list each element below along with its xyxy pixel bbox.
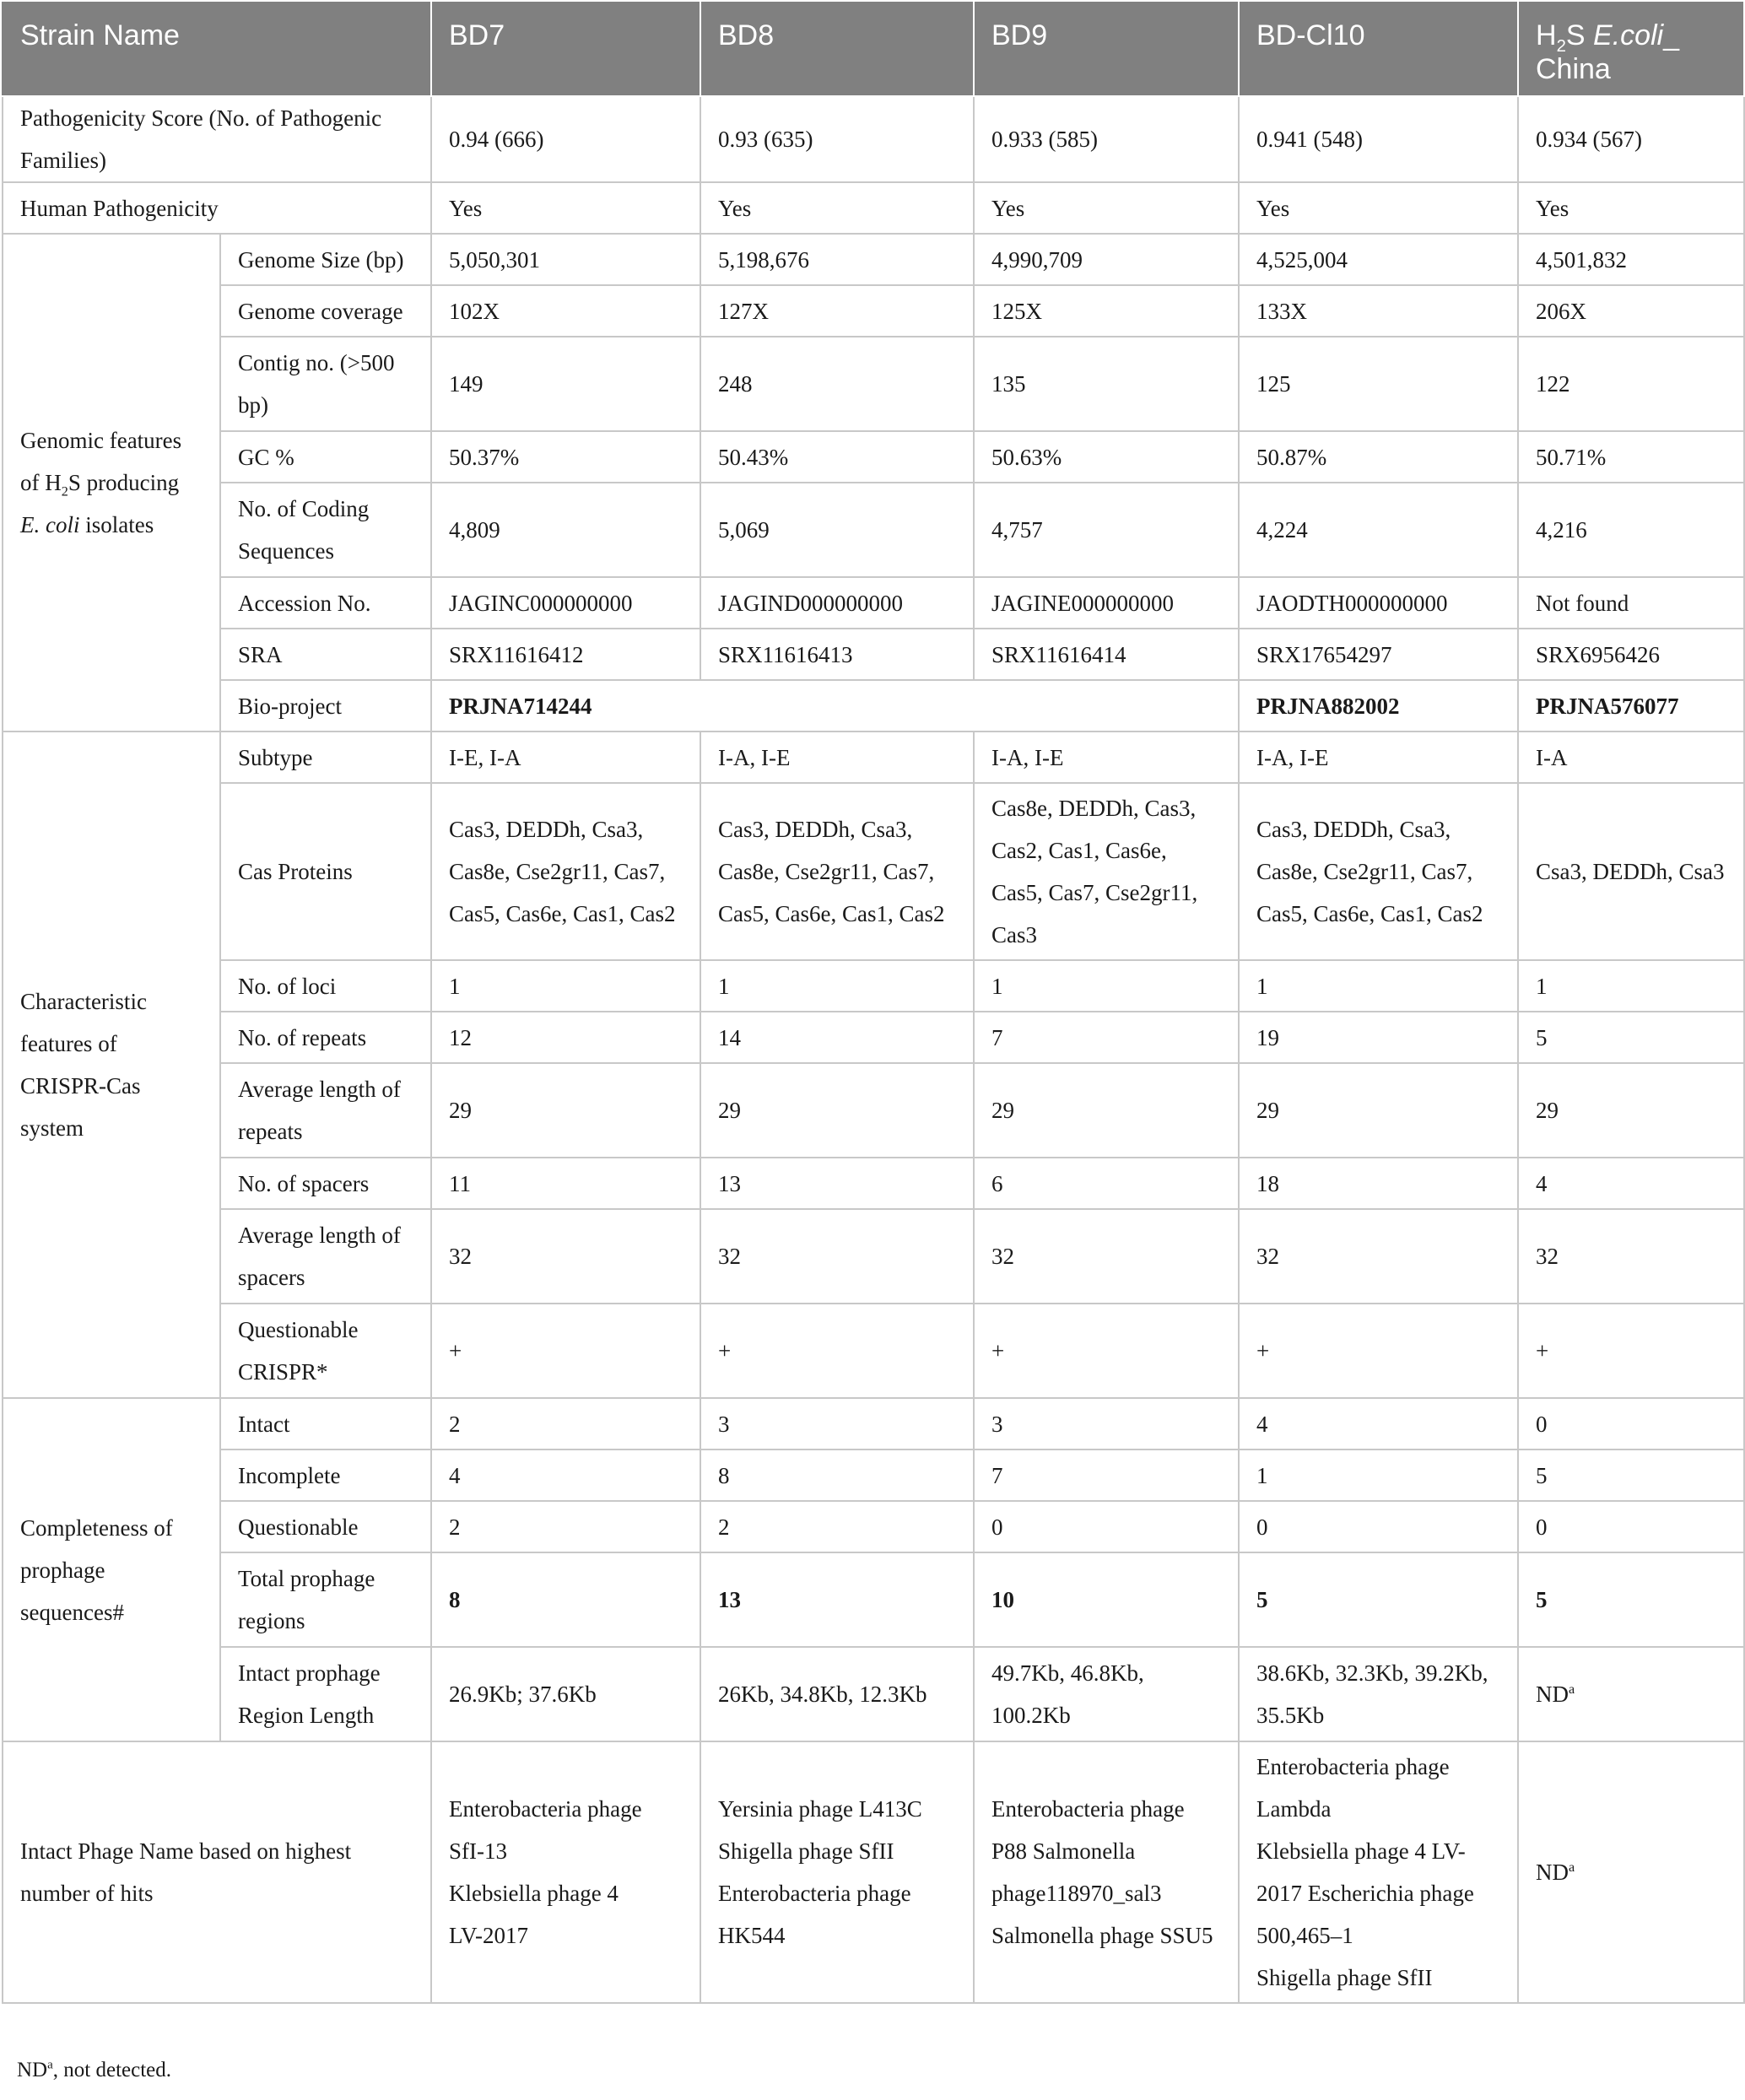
cell: 1: [1239, 960, 1518, 1012]
cell: 3: [700, 1398, 974, 1449]
cell: 0.941 (548): [1239, 96, 1518, 182]
cell: 4,216: [1518, 483, 1744, 577]
row-cds: [3, 483, 1744, 577]
cell: 1: [700, 960, 974, 1012]
cell: 50.71%: [1518, 431, 1744, 483]
footnote: $ND^a$, not detected.: [17, 2058, 172, 2081]
cell: 0.934 (567): [1518, 96, 1744, 182]
phage-line: Yersinia phage L413C: [718, 1796, 922, 1822]
cell: 13: [700, 1158, 974, 1209]
cell: 6: [974, 1158, 1239, 1209]
label-intact: Intact: [220, 1398, 431, 1449]
cell: +: [431, 1304, 700, 1398]
header-china: $H_2S$ E.coli_ China: [1518, 1, 1744, 96]
label-contig: Contig no. (>500 bp): [220, 337, 431, 431]
row-incomplete: [3, 1449, 1744, 1501]
row-questionable: [3, 1501, 1744, 1552]
label-avg-repeats: Average length of repeats: [220, 1063, 431, 1158]
label-repeats: No. of repeats: [220, 1012, 431, 1063]
row-sra: [3, 629, 1744, 680]
cell: 5,069: [700, 483, 974, 577]
cell: SRX11616412: [431, 629, 700, 680]
cell: 2: [431, 1501, 700, 1552]
table-container: [2, 0, 1743, 2004]
cell: 32: [1239, 1209, 1518, 1304]
header-bdcl10: BD-Cl10: [1239, 1, 1518, 96]
cell: I-A, I-E: [700, 731, 974, 783]
cell: JAGIND000000000: [700, 577, 974, 629]
label-subtype: Subtype: [220, 731, 431, 783]
row-region-length: [3, 1647, 1744, 1741]
cell: 125X: [974, 285, 1239, 337]
cell: 5: [1239, 1552, 1518, 1647]
header-bd7: BD7: [431, 1, 700, 96]
row-avg-repeats: [3, 1063, 1744, 1158]
label-region-length: Intact prophage Region Length: [220, 1647, 431, 1741]
cell: 29: [431, 1063, 700, 1158]
cell: 29: [1518, 1063, 1744, 1158]
cell: 0: [1239, 1501, 1518, 1552]
cell: 5: [1518, 1449, 1744, 1501]
cell: 32: [1518, 1209, 1744, 1304]
cell-phage-bd8: [700, 1741, 974, 2003]
label-avg-spacers: Average length of spacers: [220, 1209, 431, 1304]
phage-line: LV-2017: [449, 1923, 529, 1948]
phage-line: 2017 Escherichia phage: [1256, 1881, 1474, 1906]
cell: 0: [1518, 1398, 1744, 1449]
group-genomic-features: Genomic features of $H_2S$ producing E. coli isolates: [3, 234, 220, 731]
phage-line: 500,465–1: [1256, 1923, 1353, 1948]
cell: 4,525,004: [1239, 234, 1518, 285]
label-human: Human Pathogenicity: [3, 182, 431, 234]
row-cas: [3, 783, 1744, 960]
cell: 5: [1518, 1012, 1744, 1063]
cell: I-A: [1518, 731, 1744, 783]
cell: 12: [431, 1012, 700, 1063]
label-questionable-crispr: Questionable CRISPR*: [220, 1304, 431, 1398]
cell: 26Kb, 34.8Kb, 12.3Kb: [700, 1647, 974, 1741]
cell: 149: [431, 337, 700, 431]
phage-line: Klebsiella phage 4: [449, 1881, 619, 1906]
cell: 29: [974, 1063, 1239, 1158]
cell-bioproject-bdcl10: PRJNA882002: [1239, 680, 1518, 731]
cell: 5: [1518, 1552, 1744, 1647]
cell: 2: [431, 1398, 700, 1449]
row-questionable-crispr: [3, 1304, 1744, 1398]
row-subtype: [3, 731, 1744, 783]
phage-line: SfI-13: [449, 1838, 507, 1864]
cell: 0.93 (635): [700, 96, 974, 182]
label-bioproject: Bio-project: [220, 680, 431, 731]
header-bd8: BD8: [700, 1, 974, 96]
row-contig: [3, 337, 1744, 431]
cell: 32: [700, 1209, 974, 1304]
cell: 32: [974, 1209, 1239, 1304]
cell: 14: [700, 1012, 974, 1063]
label-coverage: Genome coverage: [220, 285, 431, 337]
cell: 5,198,676: [700, 234, 974, 285]
phage-line: Enterobacteria phage: [991, 1796, 1185, 1822]
cell: Yes: [431, 182, 700, 234]
cell: Cas3, DEDDh, Csa3, Cas8e, Cse2gr11, Cas7, Cas5, Cas6e, Cas1, Cas2: [1239, 783, 1518, 960]
cell: 4,501,832: [1518, 234, 1744, 285]
row-spacers: [3, 1158, 1744, 1209]
cell: 49.7Kb, 46.8Kb, 100.2Kb: [974, 1647, 1239, 1741]
row-gc: [3, 431, 1744, 483]
cell: Yes: [1239, 182, 1518, 234]
cell: I-A, I-E: [974, 731, 1239, 783]
cell: Yes: [700, 182, 974, 234]
cell: 5,050,301: [431, 234, 700, 285]
label-accession: Accession No.: [220, 577, 431, 629]
row-total-prophage: [3, 1552, 1744, 1647]
cell: 50.37%: [431, 431, 700, 483]
cell-bioproject-china: PRJNA576077: [1518, 680, 1744, 731]
cell: 11: [431, 1158, 700, 1209]
phage-line: phage118970_sal3: [991, 1881, 1162, 1906]
cell: 26.9Kb; 37.6Kb: [431, 1647, 700, 1741]
cell: 1: [1518, 960, 1744, 1012]
cell: 4,990,709: [974, 234, 1239, 285]
phage-line: Shigella phage SfII: [718, 1838, 894, 1864]
group-crispr: Characteristic features of CRISPR-Cas system: [3, 731, 220, 1398]
row-repeats: [3, 1012, 1744, 1063]
cell: 0: [974, 1501, 1239, 1552]
cell: Yes: [1518, 182, 1744, 234]
phage-line: Enterobacteria phage: [718, 1881, 911, 1906]
cell: 3: [974, 1398, 1239, 1449]
cell: 7: [974, 1449, 1239, 1501]
cell: 4: [431, 1449, 700, 1501]
cell: 4,809: [431, 483, 700, 577]
cell: 29: [1239, 1063, 1518, 1158]
cell: 206X: [1518, 285, 1744, 337]
label-pathogenicity: Pathogenicity Score (No. of Pathogenic Families): [3, 96, 431, 182]
phage-line: P88 Salmonella: [991, 1838, 1136, 1864]
cell: SRX11616413: [700, 629, 974, 680]
strain-comparison-table: [2, 0, 1745, 2004]
row-accession: [3, 577, 1744, 629]
cell: 135: [974, 337, 1239, 431]
cell: +: [1518, 1304, 1744, 1398]
label-loci: No. of loci: [220, 960, 431, 1012]
cell: 50.87%: [1239, 431, 1518, 483]
cell: 0: [1518, 1501, 1744, 1552]
row-genome-size: [3, 234, 1744, 285]
phage-line: Salmonella phage SSU5: [991, 1923, 1213, 1948]
cell: 50.63%: [974, 431, 1239, 483]
cell: 8: [700, 1449, 974, 1501]
cell: 0.94 (666): [431, 96, 700, 182]
cell: Not found: [1518, 577, 1744, 629]
phage-line: Enterobacteria phage: [1256, 1754, 1450, 1779]
label-cds: No. of Coding Sequences: [220, 483, 431, 577]
cell: 4: [1518, 1158, 1744, 1209]
cell-phage-bd7: [431, 1741, 700, 2003]
label-incomplete: Incomplete: [220, 1449, 431, 1501]
label-cas: Cas Proteins: [220, 783, 431, 960]
cell: I-E, I-A: [431, 731, 700, 783]
cell-nd: $ND^a$: [1518, 1647, 1744, 1741]
cell: 13: [700, 1552, 974, 1647]
cell: 8: [431, 1552, 700, 1647]
cell: +: [1239, 1304, 1518, 1398]
label-genome-size: Genome Size (bp): [220, 234, 431, 285]
cell-phage-bdcl10: [1239, 1741, 1518, 2003]
cell-phage-bd9: [974, 1741, 1239, 2003]
cell: I-A, I-E: [1239, 731, 1518, 783]
label-questionable: Questionable: [220, 1501, 431, 1552]
cell: SRX6956426: [1518, 629, 1744, 680]
cell: JAGINE000000000: [974, 577, 1239, 629]
label-sra: SRA: [220, 629, 431, 680]
phage-line: Shigella phage SfII: [1256, 1965, 1433, 1990]
cell: JAGINC000000000: [431, 577, 700, 629]
phage-line: Lambda: [1256, 1796, 1332, 1822]
label-total-prophage: Total prophage regions: [220, 1552, 431, 1647]
phage-line: HK544: [718, 1923, 786, 1948]
cell-bioproject-bd: PRJNA714244: [431, 680, 1239, 731]
cell: 122: [1518, 337, 1744, 431]
cell: 29: [700, 1063, 974, 1158]
cell: 32: [431, 1209, 700, 1304]
cell: +: [700, 1304, 974, 1398]
label-phage-name: Intact Phage Name based on highest number of hits: [3, 1741, 431, 2003]
phage-line: Klebsiella phage 4 LV-: [1256, 1838, 1466, 1864]
cell: +: [974, 1304, 1239, 1398]
cell: 4,757: [974, 483, 1239, 577]
cell: 7: [974, 1012, 1239, 1063]
cell: Cas3, DEDDh, Csa3, Cas8e, Cse2gr11, Cas7, Cas5, Cas6e, Cas1, Cas2: [431, 783, 700, 960]
cell: 38.6Kb, 32.3Kb, 39.2Kb, 35.5Kb: [1239, 1647, 1518, 1741]
row-intact: [3, 1398, 1744, 1449]
cell: 1: [1239, 1449, 1518, 1501]
cell: 4,224: [1239, 483, 1518, 577]
cell: 18: [1239, 1158, 1518, 1209]
cell: 10: [974, 1552, 1239, 1647]
cell: SRX11616414: [974, 629, 1239, 680]
cell: 125: [1239, 337, 1518, 431]
cell: Csa3, DEDDh, Csa3: [1518, 783, 1744, 960]
group-prophage: Completeness of prophage sequences#: [3, 1398, 220, 1741]
cell: Cas3, DEDDh, Csa3, Cas8e, Cse2gr11, Cas7, Cas5, Cas6e, Cas1, Cas2: [700, 783, 974, 960]
cell: 0.933 (585): [974, 96, 1239, 182]
cell: Cas8e, DEDDh, Cas3, Cas2, Cas1, Cas6e, Cas5, Cas7, Cse2gr11, Cas3: [974, 783, 1239, 960]
phage-line: Enterobacteria phage: [449, 1796, 642, 1822]
cell: 248: [700, 337, 974, 431]
header-strain-name: Strain Name: [3, 1, 431, 96]
label-spacers: No. of spacers: [220, 1158, 431, 1209]
cell: Yes: [974, 182, 1239, 234]
cell: 19: [1239, 1012, 1518, 1063]
cell: JAODTH000000000: [1239, 577, 1518, 629]
row-human: [3, 182, 1744, 234]
cell: 133X: [1239, 285, 1518, 337]
cell: SRX17654297: [1239, 629, 1518, 680]
row-bioproject: [3, 680, 1744, 731]
cell-phage-china: $ND^a$: [1518, 1741, 1744, 2003]
header-bd9: BD9: [974, 1, 1239, 96]
row-coverage: [3, 285, 1744, 337]
row-loci: [3, 960, 1744, 1012]
cell: 50.43%: [700, 431, 974, 483]
cell: 1: [974, 960, 1239, 1012]
header-row: [3, 1, 1744, 96]
cell: 1: [431, 960, 700, 1012]
cell: 127X: [700, 285, 974, 337]
row-avg-spacers: [3, 1209, 1744, 1304]
cell: 102X: [431, 285, 700, 337]
label-gc: GC %: [220, 431, 431, 483]
row-pathogenicity: [3, 96, 1744, 182]
cell: 2: [700, 1501, 974, 1552]
cell: 4: [1239, 1398, 1518, 1449]
row-phage-name: [3, 1741, 1744, 2003]
